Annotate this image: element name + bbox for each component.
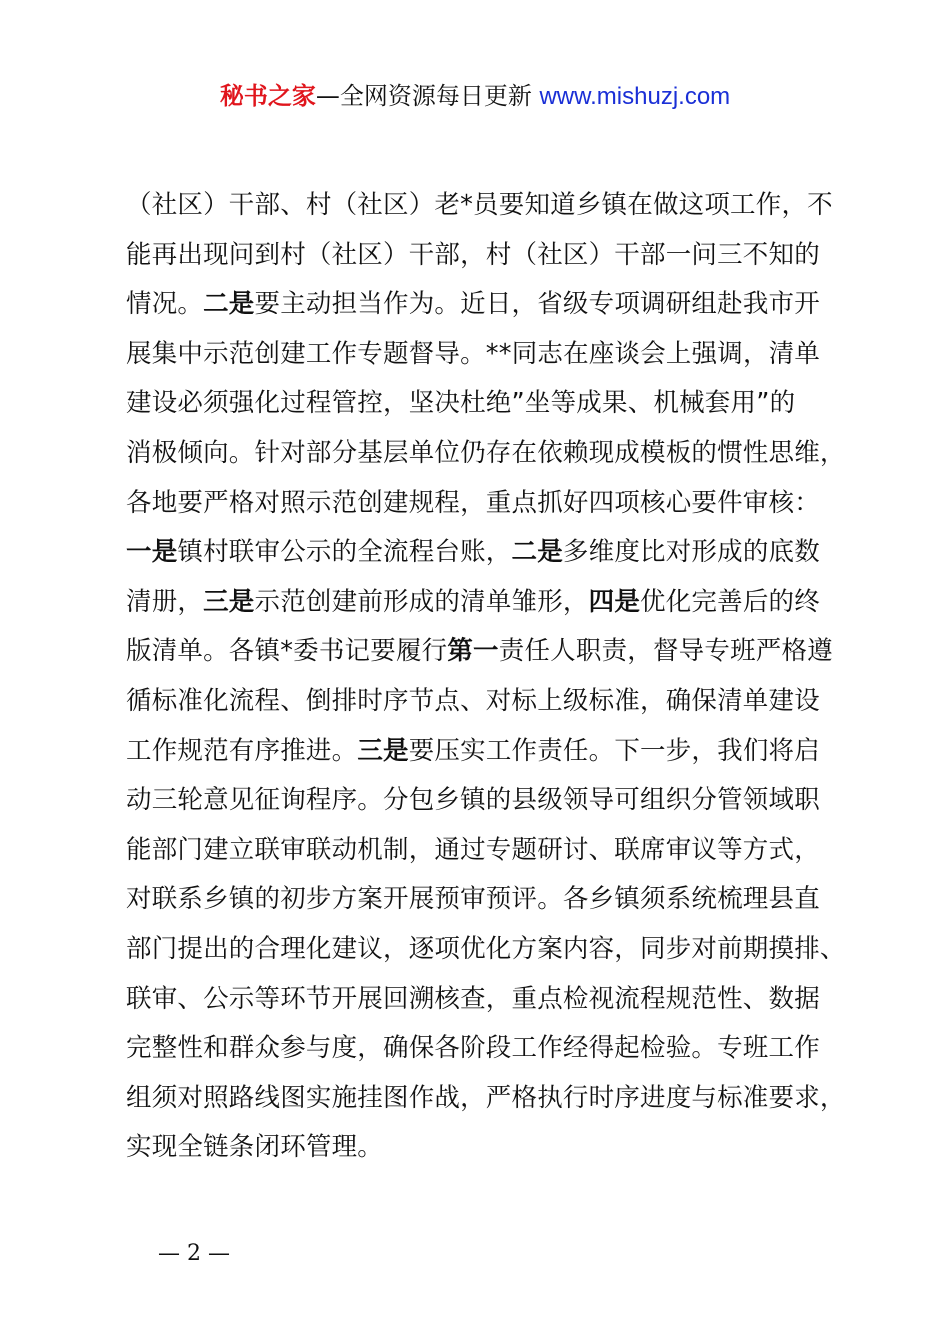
text-run: 循标准化流程、倒排时序节点、对标上级标准，确保清单建设 xyxy=(126,685,820,716)
text-line xyxy=(126,925,866,975)
text-line xyxy=(126,627,866,677)
text-run: 消极倾向。针对部分基层单位仍存在依赖现成模板的惯性思维， xyxy=(126,437,846,468)
text-run: 实现全链条闭环管理。 xyxy=(126,1132,384,1163)
text-run: 工作规范有序推进。 xyxy=(126,735,358,766)
text-run: 对联系乡镇的初步方案开展预审预评。各乡镇须系统梳理县直 xyxy=(126,884,820,915)
text-line xyxy=(126,776,866,826)
text-run: 要压实工作责任。下一步，我们将启 xyxy=(408,735,820,766)
bold-keyword: 三是 xyxy=(357,735,409,766)
bold-keyword: 第一 xyxy=(447,636,499,667)
text-line xyxy=(126,181,866,231)
text-line xyxy=(126,1024,866,1074)
text-run: 优化完善后的终 xyxy=(640,586,820,617)
page-number: — 2 — xyxy=(158,1241,230,1266)
site-header xyxy=(0,78,950,115)
text-line xyxy=(126,1074,866,1124)
text-run: 情况。 xyxy=(126,289,204,320)
text-run: 多维度比对形成的底数 xyxy=(562,537,820,568)
text-run: 能部门建立联审联动机制，通过专题研讨、联席审议等方式， xyxy=(126,834,820,865)
text-line xyxy=(126,677,866,727)
bold-keyword: 四是 xyxy=(588,586,641,617)
text-run: 建设必须强化过程管控，坚决杜绝”坐等成果、机械套用”的 xyxy=(126,388,796,419)
text-run: 示范创建前形成的清单雏形， xyxy=(254,586,589,617)
bold-keyword: 二是 xyxy=(203,289,255,320)
text-run: 部门提出的合理化建议，逐项优化方案内容，同步对前期摸排、 xyxy=(126,933,846,964)
text-line xyxy=(126,429,866,479)
site-url[interactable]: www.mishuzj.com xyxy=(539,83,731,110)
text-run: 动三轮意见征询程序。分包乡镇的县级领导可组织分管领域职 xyxy=(126,785,820,816)
text-line xyxy=(126,280,866,330)
text-run: 组须对照路线图实施挂图作战，严格执行时序进度与标准要求， xyxy=(126,1082,846,1113)
brand-name: 秘书之家 xyxy=(219,82,316,110)
text-line xyxy=(126,975,866,1025)
text-run: 镇村联审公示的全流程台账， xyxy=(177,537,512,568)
text-line xyxy=(126,479,866,529)
bold-keyword: 三是 xyxy=(203,586,255,617)
text-line xyxy=(126,1123,866,1173)
text-line xyxy=(126,330,866,380)
text-run: 责任人职责，督导专班严格遵 xyxy=(498,636,833,667)
text-run: 展集中示范创建工作专题督导。**同志在座谈会上强调，清单 xyxy=(126,338,821,369)
text-line xyxy=(126,578,866,628)
text-run: 能再出现问到村（社区）干部，村（社区）干部一问三不知的 xyxy=(126,239,820,270)
bold-keyword: 一是 xyxy=(126,537,178,568)
text-line xyxy=(126,727,866,777)
text-line xyxy=(126,379,866,429)
text-run: （社区）干部、村（社区）老*员要知道乡镇在做这项工作，不 xyxy=(126,190,833,220)
document-body xyxy=(126,181,866,1173)
text-run: 联审、公示等环节开展回溯核查，重点检视流程规范性、数据 xyxy=(126,983,820,1014)
text-run: 版清单。各镇*委书记要履行 xyxy=(126,636,448,667)
text-line xyxy=(126,528,866,578)
text-line xyxy=(126,826,866,876)
text-line xyxy=(126,231,866,281)
site-tagline: —全网资源每日更新 xyxy=(315,82,540,110)
text-run: 清册， xyxy=(126,586,204,617)
text-run: 完整性和群众参与度，确保各阶段工作经得起检验。专班工作 xyxy=(126,1033,820,1064)
text-line xyxy=(126,875,866,925)
text-run: 要主动担当作为。近日，省级专项调研组赴我市开 xyxy=(254,289,820,320)
text-run: 各地要严格对照示范创建规程，重点抓好四项核心要件审核： xyxy=(126,487,820,518)
bold-keyword: 二是 xyxy=(511,537,563,568)
